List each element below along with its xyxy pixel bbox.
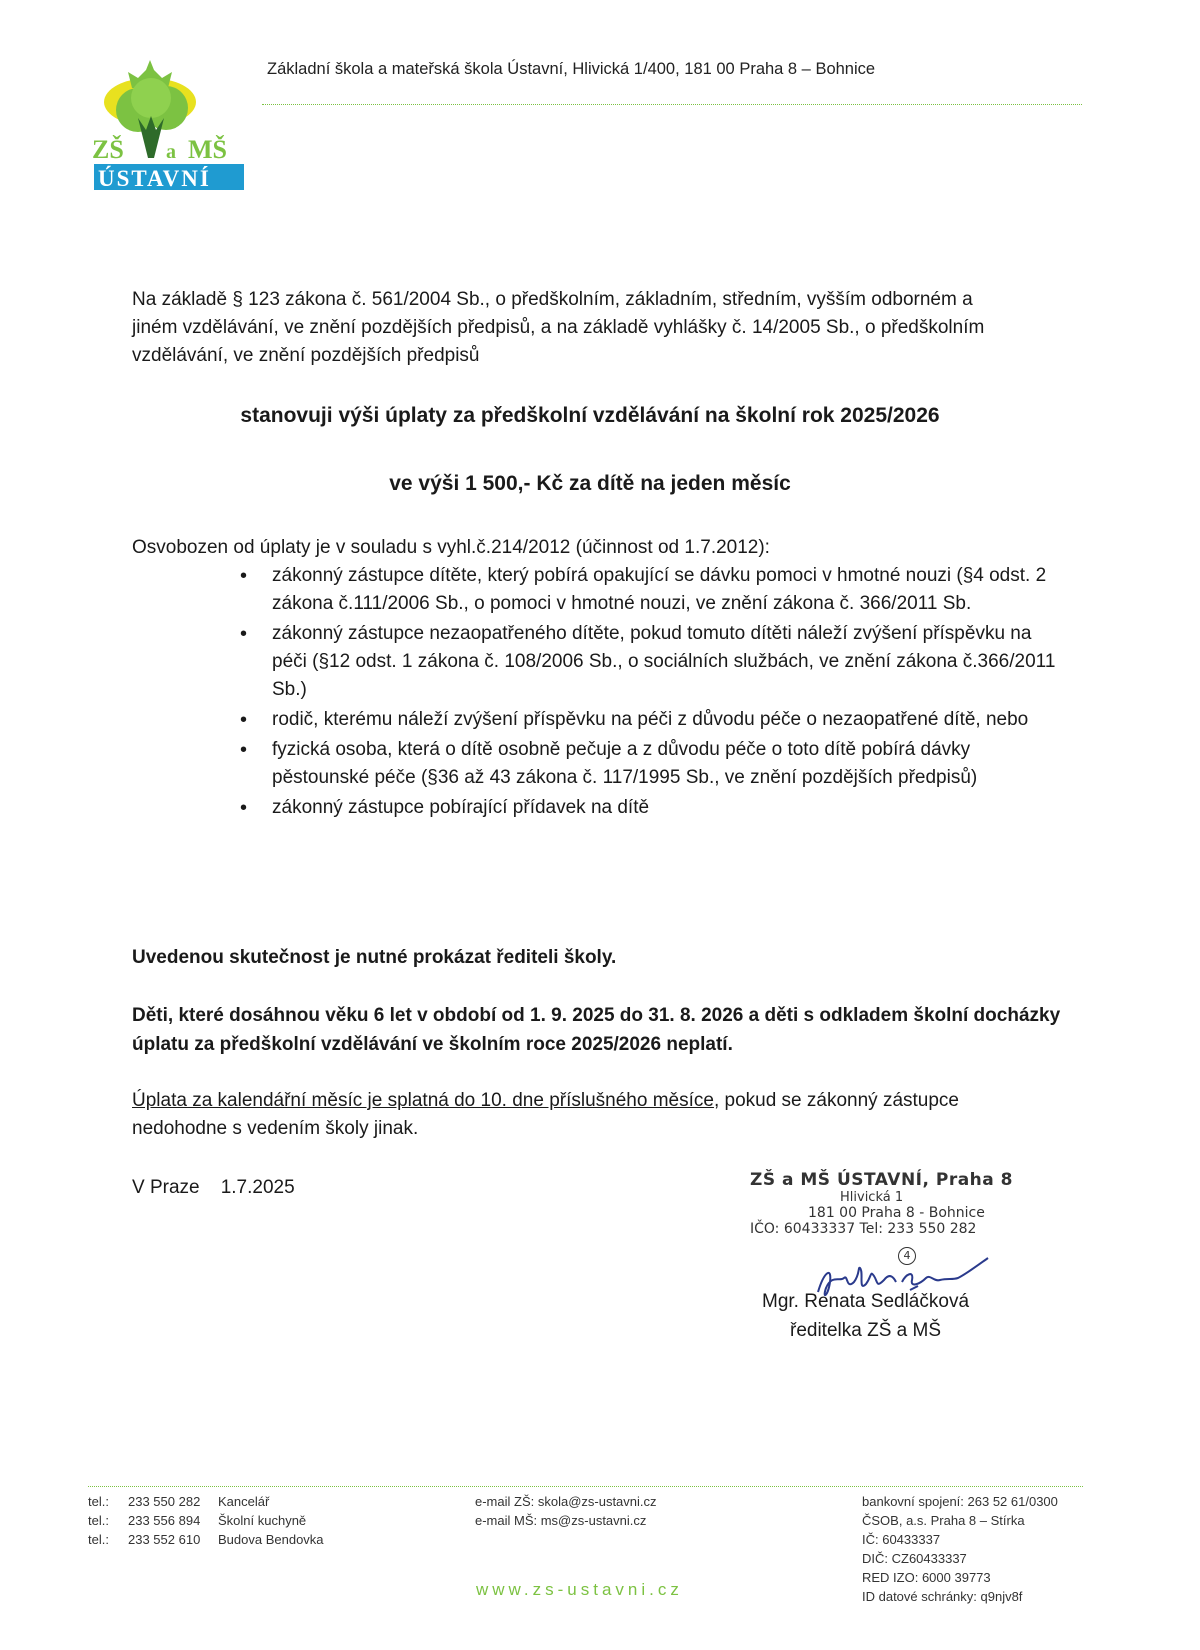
phone-number: 233 556 894 bbox=[128, 1513, 201, 1528]
phone-row bbox=[88, 1492, 324, 1511]
svg-text:ZŠ: ZŠ bbox=[92, 135, 124, 164]
dic: DIČ: CZ60433337 bbox=[862, 1551, 967, 1566]
phone-number: 233 552 610 bbox=[128, 1532, 201, 1547]
decision-heading: stanovuji výši úplaty za předškolní vzdělávání na školní rok 2025/2026 bbox=[240, 404, 940, 427]
legal-basis-paragraph: Na základě § 123 zákona č. 561/2004 Sb., o předškolním, základním, středním, vyšším odborném a jiném vzdělávání, ve znění pozdějších předpisů, a na základě vyhlášky č. 14/2005 Sb., o předškolním vzdělávání, ve znění pozdějších předpisů bbox=[132, 289, 985, 366]
svg-text:ÚSTAVNÍ: ÚSTAVNÍ bbox=[98, 166, 211, 191]
bank-account: bankovní spojení: 263 52 61/0300 bbox=[862, 1494, 1058, 1509]
stamp-line-street: Hlivická 1 bbox=[840, 1190, 904, 1205]
stamp-line-name: ZŠ a MŠ ÚSTAVNÍ, Praha 8 bbox=[750, 1170, 1014, 1190]
list-item: • rodič, kterému náleží zvýšení příspěvku na péči z důvodu péče o nezaopatřené dítě, nebo bbox=[240, 706, 1060, 734]
payment-due-rest: , pokud se zákonný zástupce nedohodne s vedením školy jinak. bbox=[132, 1090, 959, 1139]
footer-email-list bbox=[475, 1492, 657, 1530]
signatory-name: Mgr. Renata Sedláčková bbox=[762, 1291, 970, 1312]
website-link[interactable]: www.zs-ustavni.cz bbox=[476, 1580, 683, 1599]
list-item: • fyzická osoba, která o dítě osobně pečuje a z důvodu péče o toto dítě pobírá dávky pěstounské péče (§36 až 43 zákona č. 117/1995 Sb., ve znění pozdějších předpisů) bbox=[240, 736, 1060, 792]
place-and-date: V Praze 1.7.2025 bbox=[132, 1177, 295, 1198]
email-ms: e-mail MŠ: ms@zs-ustavni.cz bbox=[475, 1513, 647, 1528]
stamp-number: 4 bbox=[898, 1247, 916, 1265]
svg-text:MŠ: MŠ bbox=[188, 135, 227, 164]
list-item: • zákonný zástupce pobírající přídavek na dítě bbox=[240, 794, 1060, 822]
fee-amount-heading: ve výši 1 500,- Kč za dítě na jeden měsíc bbox=[389, 472, 791, 495]
phone-label: tel.: bbox=[88, 1494, 109, 1509]
bank-name: ČSOB, a.s. Praha 8 – Stírka bbox=[862, 1513, 1025, 1528]
ic: IČ: 60433337 bbox=[862, 1532, 941, 1547]
school-stamp bbox=[750, 1170, 1030, 1237]
exemption-intro: Osvobozen od úplaty je v souladu s vyhl.č.214/2012 (účinnost od 1.7.2012): bbox=[132, 537, 770, 558]
header-divider bbox=[262, 104, 1082, 105]
signatory-role: ředitelka ZŠ a MŠ bbox=[790, 1320, 941, 1341]
phone-desc: Budova Bendovka bbox=[218, 1532, 324, 1547]
phone-row bbox=[88, 1511, 324, 1530]
svg-text:a: a bbox=[166, 141, 176, 163]
tree-logo-icon bbox=[88, 58, 268, 208]
stamp-line-ico: IČO: 60433337 Tel: 233 550 282 bbox=[750, 1221, 977, 1237]
footer-divider bbox=[88, 1486, 1083, 1487]
footer-bank-info bbox=[862, 1492, 1058, 1606]
stamp-line-city: 181 00 Praha 8 - Bohnice bbox=[808, 1205, 985, 1221]
list-item: • zákonný zástupce nezaopatřeného dítěte, pokud tomuto dítěti náleží zvýšení příspěvku na péči (§12 odst. 1 zákona č. 108/2006 Sb., o sociálních službách, ve znění zákona č.366/2011 Sb.) bbox=[240, 620, 1060, 704]
school-address: Základní škola a mateřská škola Ústavní, Hlivická 1/400, 181 00 Praha 8 – Bohnice bbox=[267, 60, 876, 78]
phone-desc: Školní kuchyně bbox=[218, 1513, 307, 1528]
exemption-list bbox=[240, 562, 1060, 824]
payment-due-note bbox=[132, 1087, 1012, 1143]
proof-note: Uvedenou skutečnost je nutné prokázat řediteli školy. bbox=[132, 947, 617, 968]
footer-phone-list bbox=[88, 1492, 324, 1549]
phone-number: 233 550 282 bbox=[128, 1494, 201, 1509]
data-box-id: ID datové schránky: q9njv8f bbox=[862, 1589, 1023, 1604]
email-zs: e-mail ZŠ: skola@zs-ustavni.cz bbox=[475, 1494, 657, 1509]
payment-due-underlined: Úplata za kalendářní měsíc je splatná do 10. dne příslušného měsíce bbox=[132, 1090, 714, 1111]
phone-row bbox=[88, 1530, 324, 1549]
phone-label: tel.: bbox=[88, 1532, 109, 1547]
phone-label: tel.: bbox=[88, 1513, 109, 1528]
red-izo: RED IZO: 6000 39773 bbox=[862, 1570, 991, 1585]
age-exemption-note: Děti, které dosáhnou věku 6 let v období od 1. 9. 2025 do 31. 8. 2026 a děti s odkladem školní docházky úplatu za předškolní vzdělávání ve školním roce 2025/2026 neplatí. bbox=[132, 1005, 1061, 1055]
list-item: • zákonný zástupce dítěte, který pobírá opakující se dávku pomoci v hmotné nouzi (§4 odst. 2 zákona č.111/2006 Sb., o pomoci v hmotné nouzi, ve znění zákona č. 366/2011 Sb. bbox=[240, 562, 1060, 618]
phone-desc: Kancelář bbox=[218, 1494, 270, 1509]
school-logo bbox=[88, 58, 268, 208]
